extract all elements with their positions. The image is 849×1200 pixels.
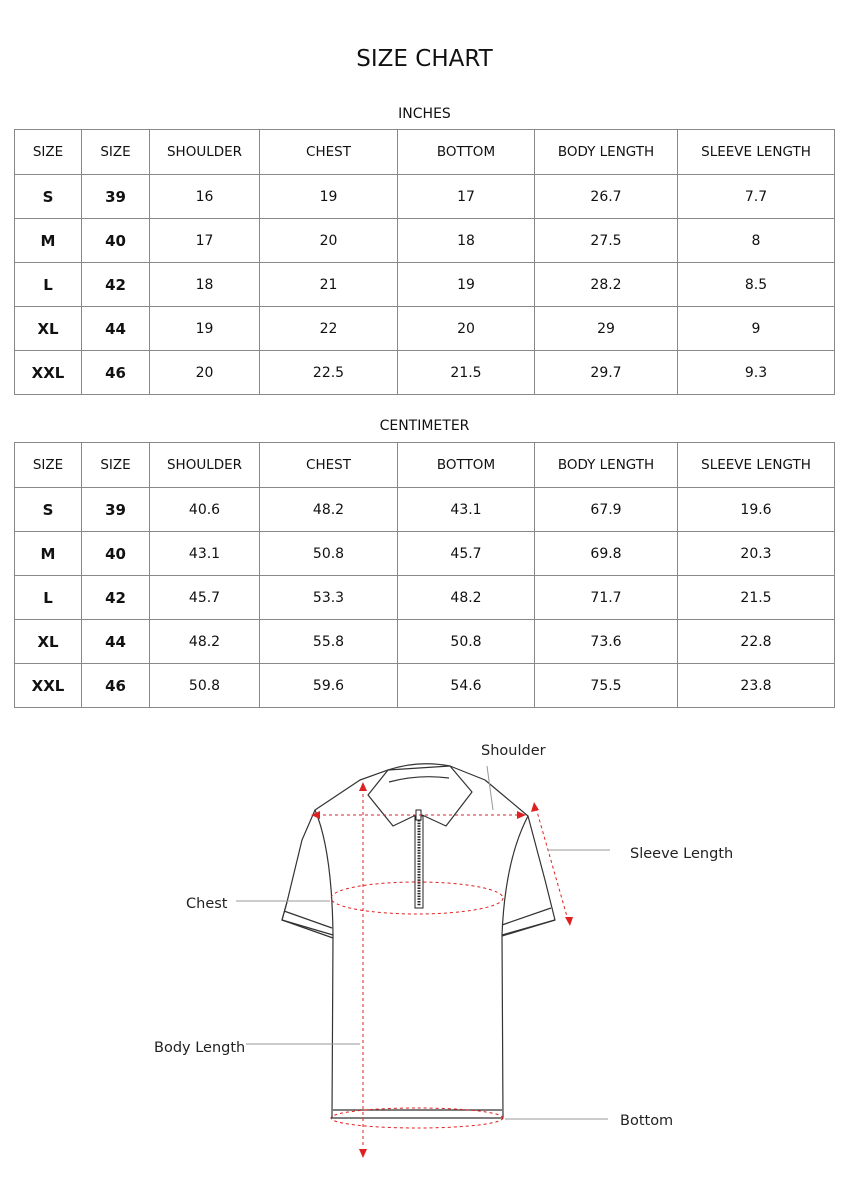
measurement-cell: 48.2	[150, 620, 260, 664]
size-label-cell: M	[15, 532, 82, 576]
table-row	[15, 488, 835, 532]
measurement-cell: 21.5	[678, 576, 835, 620]
measurement-cell: 8.5	[678, 263, 835, 307]
measurement-cell: 50.8	[150, 664, 260, 708]
size-number-cell: 46	[82, 351, 150, 395]
column-header: BODY LENGTH	[535, 443, 678, 488]
measurement-cell: 67.9	[535, 488, 678, 532]
measurement-cell: 27.5	[535, 219, 678, 263]
measurement-cell: 75.5	[535, 664, 678, 708]
measurement-cell: 20	[150, 351, 260, 395]
measurement-cell: 19	[260, 175, 398, 219]
measurement-cell: 28.2	[535, 263, 678, 307]
measurement-cell: 21.5	[398, 351, 535, 395]
table-row	[15, 532, 835, 576]
column-header: SIZE	[15, 130, 82, 175]
measurement-cell: 17	[150, 219, 260, 263]
zipper-icon	[415, 810, 423, 908]
chest-label: Chest	[186, 896, 228, 912]
centimeter-caption: CENTIMETER	[379, 418, 470, 434]
measurement-cell: 19.6	[678, 488, 835, 532]
inches-caption: INCHES	[398, 106, 451, 122]
column-header: CHEST	[260, 443, 398, 488]
page-title: SIZE CHART	[356, 46, 493, 72]
measurement-cell: 20.3	[678, 532, 835, 576]
size-label-cell: XL	[15, 620, 82, 664]
size-number-cell: 40	[82, 532, 150, 576]
column-header: SHOULDER	[150, 130, 260, 175]
measurement-cell: 20	[398, 307, 535, 351]
size-number-cell: 39	[82, 175, 150, 219]
measurement-cell: 8	[678, 219, 835, 263]
measurement-cell: 23.8	[678, 664, 835, 708]
measurement-cell: 43.1	[398, 488, 535, 532]
centimeter-table	[14, 442, 835, 708]
inches-table	[14, 129, 835, 395]
measurement-cell: 69.8	[535, 532, 678, 576]
inches-header-row	[15, 130, 835, 175]
centimeter-header-row	[15, 443, 835, 488]
measurement-cell: 9	[678, 307, 835, 351]
table-row	[15, 664, 835, 708]
column-header: SIZE	[82, 443, 150, 488]
column-header: SHOULDER	[150, 443, 260, 488]
size-number-cell: 44	[82, 307, 150, 351]
column-header: CHEST	[260, 130, 398, 175]
measurement-cell: 22.8	[678, 620, 835, 664]
measurement-cell: 21	[260, 263, 398, 307]
measurement-cell: 45.7	[398, 532, 535, 576]
measurement-cell: 43.1	[150, 532, 260, 576]
measurement-cell: 71.7	[535, 576, 678, 620]
measurement-cell: 40.6	[150, 488, 260, 532]
measurement-cell: 53.3	[260, 576, 398, 620]
size-number-cell: 46	[82, 664, 150, 708]
table-row	[15, 351, 835, 395]
measurement-cell: 59.6	[260, 664, 398, 708]
measurement-cell: 7.7	[678, 175, 835, 219]
measurement-cell: 48.2	[398, 576, 535, 620]
size-number-cell: 42	[82, 263, 150, 307]
size-label-cell: S	[15, 488, 82, 532]
bottom-label: Bottom	[620, 1113, 674, 1129]
measurement-cell: 48.2	[260, 488, 398, 532]
measurement-cell: 50.8	[260, 532, 398, 576]
size-number-cell: 40	[82, 219, 150, 263]
inches-table-body	[15, 130, 835, 395]
measure-guides	[317, 788, 568, 1148]
measurement-cell: 19	[398, 263, 535, 307]
size-label-cell: L	[15, 263, 82, 307]
column-header: SLEEVE LENGTH	[678, 130, 835, 175]
measurement-cell: 29	[535, 307, 678, 351]
column-header: SIZE	[82, 130, 150, 175]
column-header: BOTTOM	[398, 443, 535, 488]
measurement-cell: 55.8	[260, 620, 398, 664]
column-header: BODY LENGTH	[535, 130, 678, 175]
measurement-cell: 19	[150, 307, 260, 351]
measurement-cell: 22	[260, 307, 398, 351]
column-header: SIZE	[15, 443, 82, 488]
measurement-cell: 50.8	[398, 620, 535, 664]
measurement-cell: 29.7	[535, 351, 678, 395]
measurement-cell: 9.3	[678, 351, 835, 395]
table-row	[15, 576, 835, 620]
size-number-cell: 44	[82, 620, 150, 664]
size-label-cell: L	[15, 576, 82, 620]
measurement-cell: 16	[150, 175, 260, 219]
sleeve-length-label: Sleeve Length	[630, 846, 734, 862]
centimeter-table-body	[15, 443, 835, 708]
column-header: BOTTOM	[398, 130, 535, 175]
table-row	[15, 307, 835, 351]
measurement-cell: 73.6	[535, 620, 678, 664]
size-label-cell: XXL	[15, 664, 82, 708]
size-label-cell: XXL	[15, 351, 82, 395]
table-row	[15, 620, 835, 664]
table-row	[15, 219, 835, 263]
size-label-cell: XL	[15, 307, 82, 351]
measurement-cell: 18	[150, 263, 260, 307]
size-label-cell: M	[15, 219, 82, 263]
size-number-cell: 39	[82, 488, 150, 532]
body-length-label: Body Length	[154, 1040, 246, 1056]
table-row	[15, 263, 835, 307]
measurement-cell: 45.7	[150, 576, 260, 620]
measurement-cell: 17	[398, 175, 535, 219]
measurement-cell: 20	[260, 219, 398, 263]
measurement-cell: 54.6	[398, 664, 535, 708]
measurement-cell: 26.7	[535, 175, 678, 219]
table-row	[15, 175, 835, 219]
measurement-cell: 22.5	[260, 351, 398, 395]
size-number-cell: 42	[82, 576, 150, 620]
shoulder-label: Shoulder	[481, 743, 546, 759]
size-label-cell: S	[15, 175, 82, 219]
polo-shirt-icon	[0, 730, 849, 1200]
column-header: SLEEVE LENGTH	[678, 443, 835, 488]
measurement-cell: 18	[398, 219, 535, 263]
